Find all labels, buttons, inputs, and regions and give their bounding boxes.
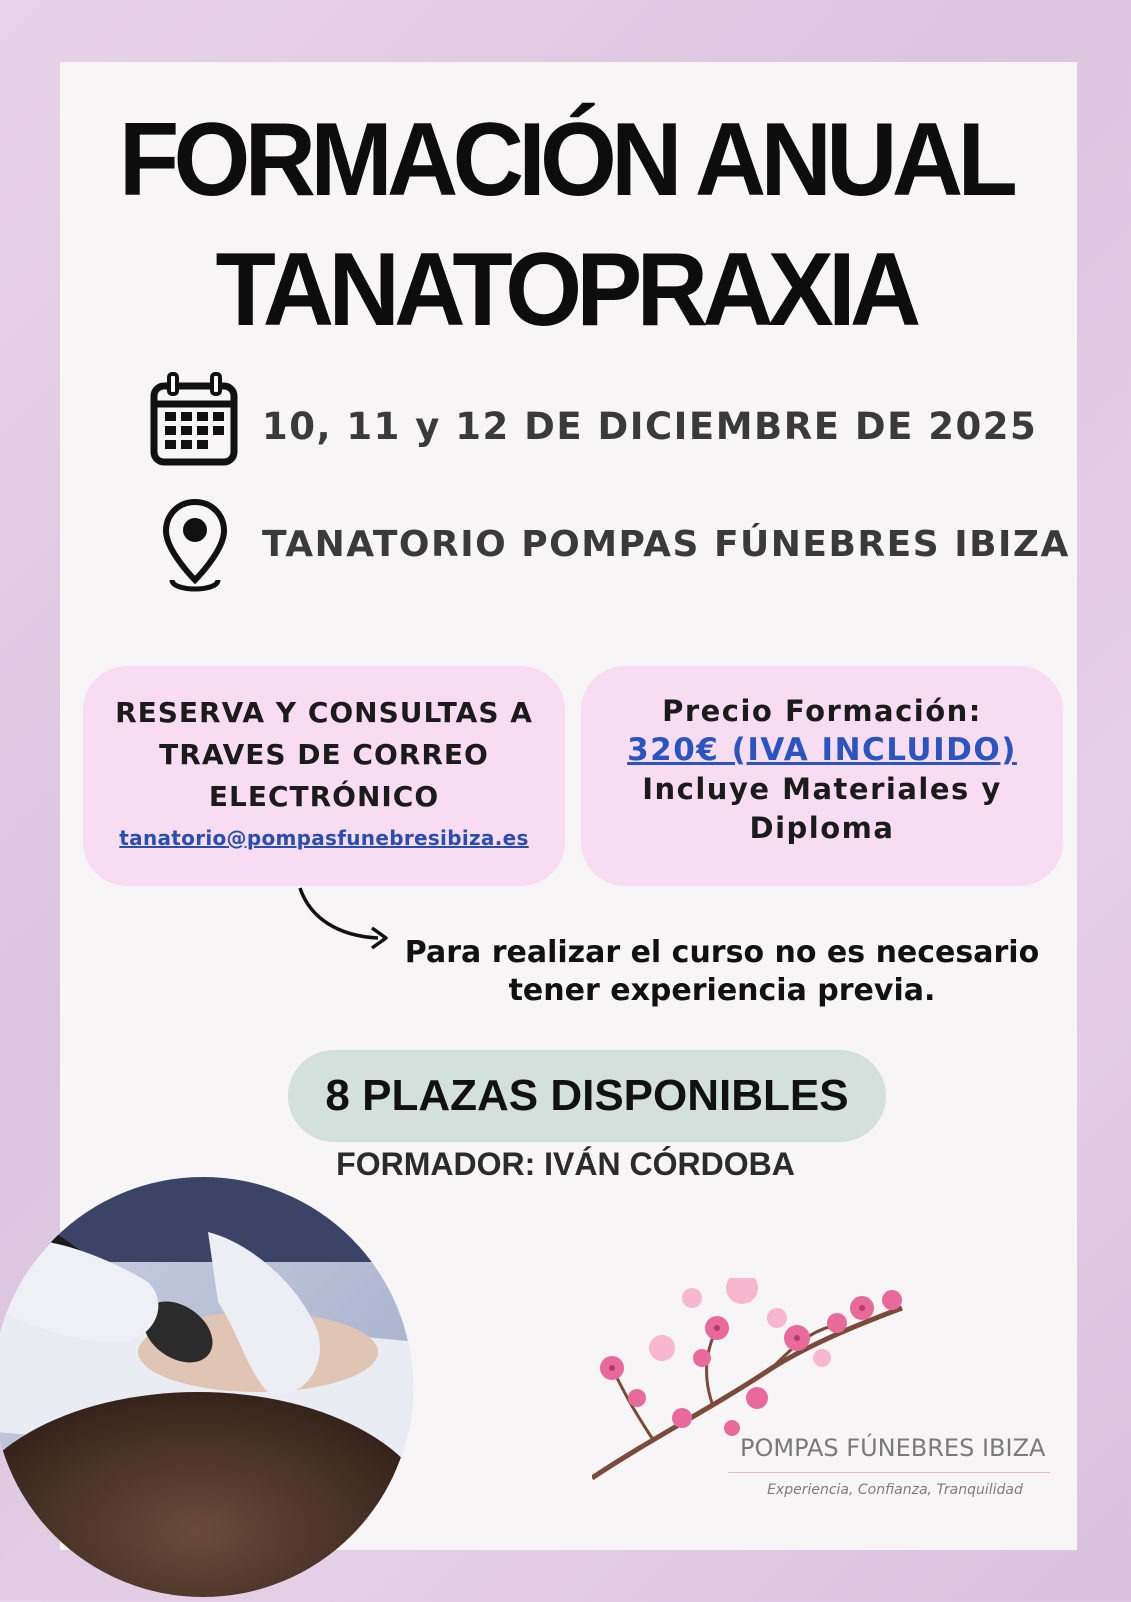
note-line-1: Para realizar el curso no es necesario: [404, 935, 1040, 970]
makeup-photo: [0, 1172, 418, 1602]
price-box: [581, 666, 1063, 886]
price-includes-line-1: Incluye Materiales y: [642, 772, 1002, 806]
brand-name: POMPAS FÚNEBRES IBIZA: [740, 1434, 1046, 1462]
reservation-line-3: ELECTRÓNICO: [208, 780, 440, 813]
reservation-line-1: RESERVA Y CONSULTAS A: [115, 696, 533, 729]
location-pin-icon: [160, 496, 230, 596]
note-line-2: tener experiencia previa.: [508, 973, 936, 1008]
price-value-link[interactable]: 320€ (IVA INCLUIDO): [627, 732, 1017, 768]
price-includes-line-2: Diploma: [749, 811, 895, 845]
availability-badge: 8 PLAZAS DISPONIBLES: [288, 1050, 886, 1142]
event-date: 10, 11 y 12 DE DICIEMBRE DE 2025: [262, 405, 1038, 448]
reservation-box: [83, 666, 565, 886]
brand-tagline: Experiencia, Confianza, Tranquilidad: [767, 1482, 1023, 1498]
reservation-line-2: TRAVES DE CORREO: [159, 738, 489, 771]
title-line-1: FORMACIÓN ANUAL: [118, 102, 1013, 218]
title-line-2: TANATOPRAXIA: [215, 232, 916, 348]
price-label: Precio Formación:: [662, 694, 982, 728]
curved-arrow-icon: [292, 884, 396, 956]
calendar-icon: [150, 372, 240, 468]
event-location: TANATORIO POMPAS FÚNEBRES IBIZA: [262, 524, 1070, 565]
brand-divider: [728, 1472, 1050, 1473]
email-link[interactable]: tanatorio@pompasfunebresibiza.es: [119, 826, 529, 850]
experience-note: [402, 934, 1042, 1010]
trainer-name: FORMADOR: IVÁN CÓRDOBA: [336, 1146, 795, 1182]
